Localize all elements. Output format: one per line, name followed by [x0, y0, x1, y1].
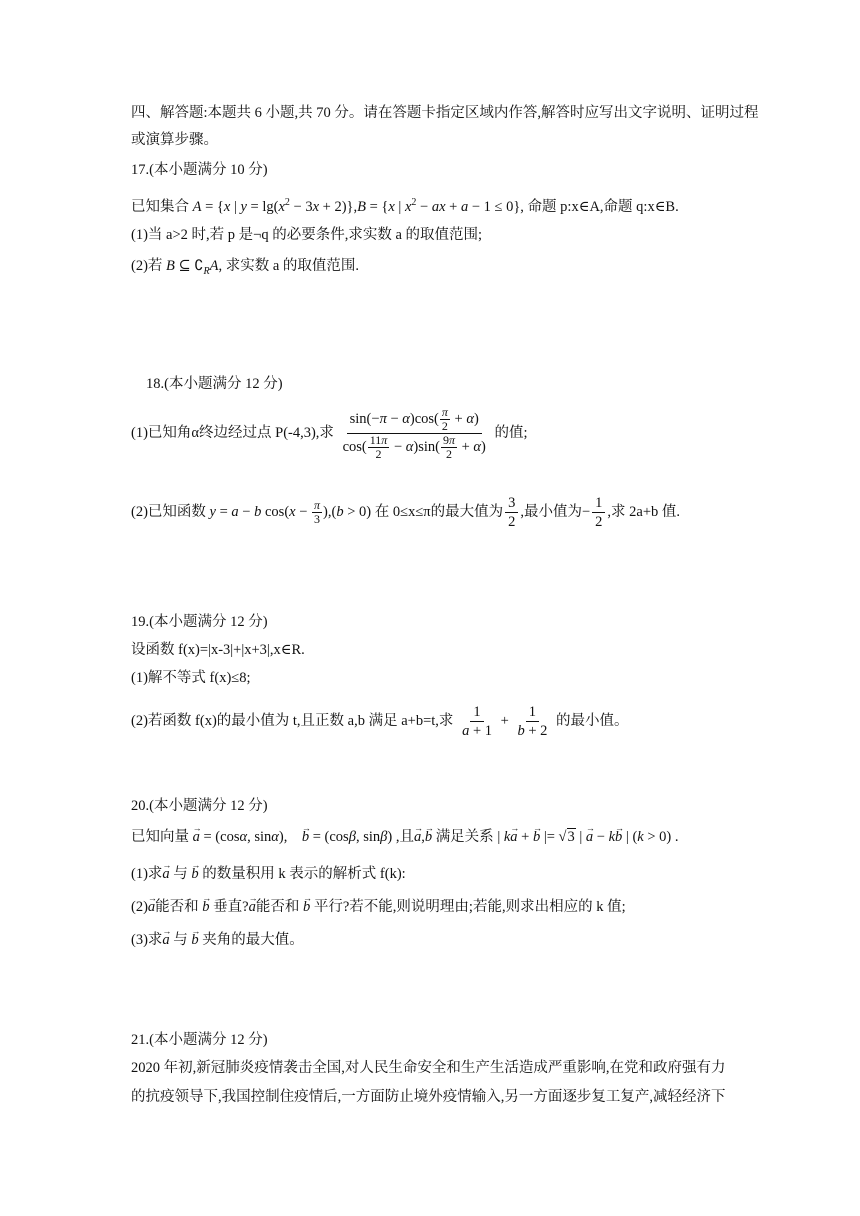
q17-set-formula: A [192, 198, 202, 215]
q17-formula-t: a [460, 198, 469, 215]
q17-formula-o: x [404, 198, 412, 215]
q18-trig-denominator: cos( $\frac{11\pi}{2}$ − α)sin( $\frac{9\pi}{2}$ + α) [342, 433, 486, 461]
q19-fraction-2: $\frac{1}{b + 2}$ [517, 704, 548, 739]
q20-vec-b: → b [202, 897, 209, 917]
q18-part2-mid1: 在 0≤x≤π的最大值为 [374, 503, 504, 520]
q18-part1-suffix: 的值; [494, 424, 528, 441]
q19-part2-prefix: (2)若函数 f(x)的最小值为 t,且正数 a,b 满足 a+b=t,求 [131, 712, 454, 729]
section-header-line-2: 或演算步骤。 [131, 132, 218, 148]
q17-part2-formula-comma: , [218, 258, 226, 274]
q20-part2-b: 能否和 [155, 899, 199, 915]
q17-part2-formula-r: R [203, 265, 210, 277]
q20-stem [131, 827, 678, 847]
q18-trig-numerator: sin(−π − α)cos( $\frac{\pi}{2}$ + α) [347, 406, 482, 434]
q20-part2-e: 平行?若不能,则说明理由;若能,则求出相应的 k 值; [313, 899, 626, 915]
q17-part-2 [131, 256, 359, 282]
q17-part2-prefix: (2)若 [131, 258, 163, 274]
q20-vec-b: → b [191, 864, 198, 884]
q17-formula-u: − 1 ≤ 0}, [468, 198, 524, 215]
q18-part1-prefix: (1)已知角α终边经过点 P(-4,3),求 [131, 424, 334, 441]
q19-part-2: (2)若函数 f(x)的最小值为 t,且正数 a,b 满足 a+b=t,求 $\frac{1}{a + 1}$ + $\frac{1}{b + 2}$ 的最小值。 [131, 704, 629, 739]
q20-part-3 [131, 930, 304, 950]
q18-part-1 [131, 406, 528, 461]
q17-formula-i: x [312, 198, 320, 215]
q20-vec-a: → a [249, 897, 256, 917]
q18-function-formula: y = a − b cos(x − $\frac{\pi}{3}$ ),(b > 0) [209, 498, 372, 526]
q20-part3-b: 与 [173, 932, 188, 948]
q17-formula-e: = lg( [246, 198, 279, 215]
q20-vectors-ab: → a,→ b [414, 829, 432, 845]
q18-title: 18.(本小题满分 12 分) [146, 376, 283, 392]
q17-part2-formula-subset: ⊆ ∁ [174, 258, 204, 274]
q20-relation-formula: | k→ a + → b |= √3 | → a − k→ b | (k > 0) . [497, 829, 678, 845]
q20-stem-mid2: 满足关系 [435, 829, 494, 845]
q17-formula-f: x [278, 198, 285, 215]
q20-part1-b: 与 [173, 866, 188, 882]
q17-formula-b: x [223, 198, 231, 215]
q17-part2-formula-a: A [209, 258, 219, 274]
q20-part3-a: (3)求 [131, 932, 163, 948]
q17-formula-r: ax [431, 198, 446, 215]
q20-part1-c: 的数量积用 k 表示的解析式 f(k): [202, 866, 406, 882]
q17-formula-h: − 3 [289, 198, 313, 215]
q19-stem: 设函数 f(x)=|x-3|+|x+3|,x∈R. [131, 642, 305, 658]
q18-min-value: $\frac{1}{2}$ [592, 494, 605, 531]
q18-part2-mid2: ,最小值为 [520, 503, 582, 520]
q18-part2-suffix: ,求 2a+b 值. [607, 503, 681, 520]
q20-vec-a: → a [162, 930, 169, 950]
q19-part-1: (1)解不等式 f(x)≤8; [131, 670, 251, 686]
q20-vec-a: → a [162, 864, 169, 884]
q20-vec-a: → a [148, 897, 155, 917]
q17-formula-g: 2 [284, 197, 290, 208]
q21-title: 21.(本小题满分 12 分) [131, 1032, 268, 1048]
q20-vec-b: → b [191, 930, 198, 950]
q21-line-2: 的抗疫领导下,我国控制住疫情后,一方面防止境外疫情输入,另一方面逐步复工复产,减轻经济下 [131, 1089, 726, 1105]
q17-formula-c: | [230, 198, 241, 215]
q17-stem-suffix: 命题 p:x∈A,命题 q:x∈B. [527, 198, 679, 215]
q20-title: 20.(本小题满分 12 分) [131, 798, 268, 814]
q17-formula-s: + [445, 198, 461, 215]
q17-part2-formula-b: B [166, 258, 175, 274]
q20-vec-b: → b [303, 897, 310, 917]
q19-fraction-1: $\frac{1}{a + 1}$ [462, 704, 492, 739]
q17-formula-d: y [240, 198, 247, 215]
q17-stem-prefix: 已知集合 [131, 198, 189, 215]
q17-formula-k: B [357, 198, 366, 215]
q18-trig-fraction [340, 406, 489, 461]
q20-part-2 [131, 897, 626, 917]
q17-formula-p: 2 [411, 197, 417, 208]
q17-formula-l: = { [365, 198, 389, 215]
q18-part2-prefix: (2)已知函数 [131, 503, 206, 520]
q19-part2-suffix: 的最小值。 [556, 712, 629, 729]
q17-formula-q: − [416, 198, 432, 215]
q18-part-2: (2)已知函数 y = a − b cos(x − $\frac{\pi}{3}$ ),(b > 0) 在 0≤x≤π的最大值为 $\frac{3}{2}$ ,最小值为− $\frac{1}{2}$ ,求 2a+b 值. [131, 495, 681, 530]
q20-stem-mid: ,且 [395, 829, 414, 845]
q17-formula-m: x [388, 198, 395, 215]
q17-formula-j: + 2)}, [319, 198, 358, 215]
q17-part2-suffix: 求实数 a 的取值范围. [225, 258, 360, 274]
q17-title: 17.(本小题满分 10 分) [131, 162, 268, 178]
section-header-line-1: 四、解答题:本题共 6 小题,共 70 分。请在答题卡指定区域内作答,解答时应写出文字说明、证明过程 [131, 105, 759, 121]
q20-stem-prefix: 已知向量 [131, 829, 189, 845]
q20-vector-a-def: → a = (cosα, sinα), → b = (cosβ, sinβ) [193, 829, 393, 845]
q17-stem [131, 193, 679, 217]
q20-part2-d: 能否和 [255, 899, 300, 915]
q20-part2-a: (2) [131, 899, 148, 915]
q19-title: 19.(本小题满分 12 分) [131, 614, 268, 630]
q20-part2-c: 垂直? [213, 899, 249, 915]
q20-part3-c: 夹角的最大值。 [202, 932, 304, 948]
q20-part-1 [131, 864, 406, 884]
q17-formula-n: | [394, 198, 405, 215]
q20-part1-a: (1)求 [131, 866, 163, 882]
q17-part-1: (1)当 a>2 时,若 p 是¬q 的必要条件,求实数 a 的取值范围; [131, 227, 483, 243]
q18-max-value: $\frac{3}{2}$ [505, 494, 518, 531]
q17-formula-a: = { [201, 198, 224, 215]
q21-line-1: 2020 年初,新冠肺炎疫情袭击全国,对人民生命安全和生产生活造成严重影响,在党和政府强有力 [131, 1060, 726, 1076]
